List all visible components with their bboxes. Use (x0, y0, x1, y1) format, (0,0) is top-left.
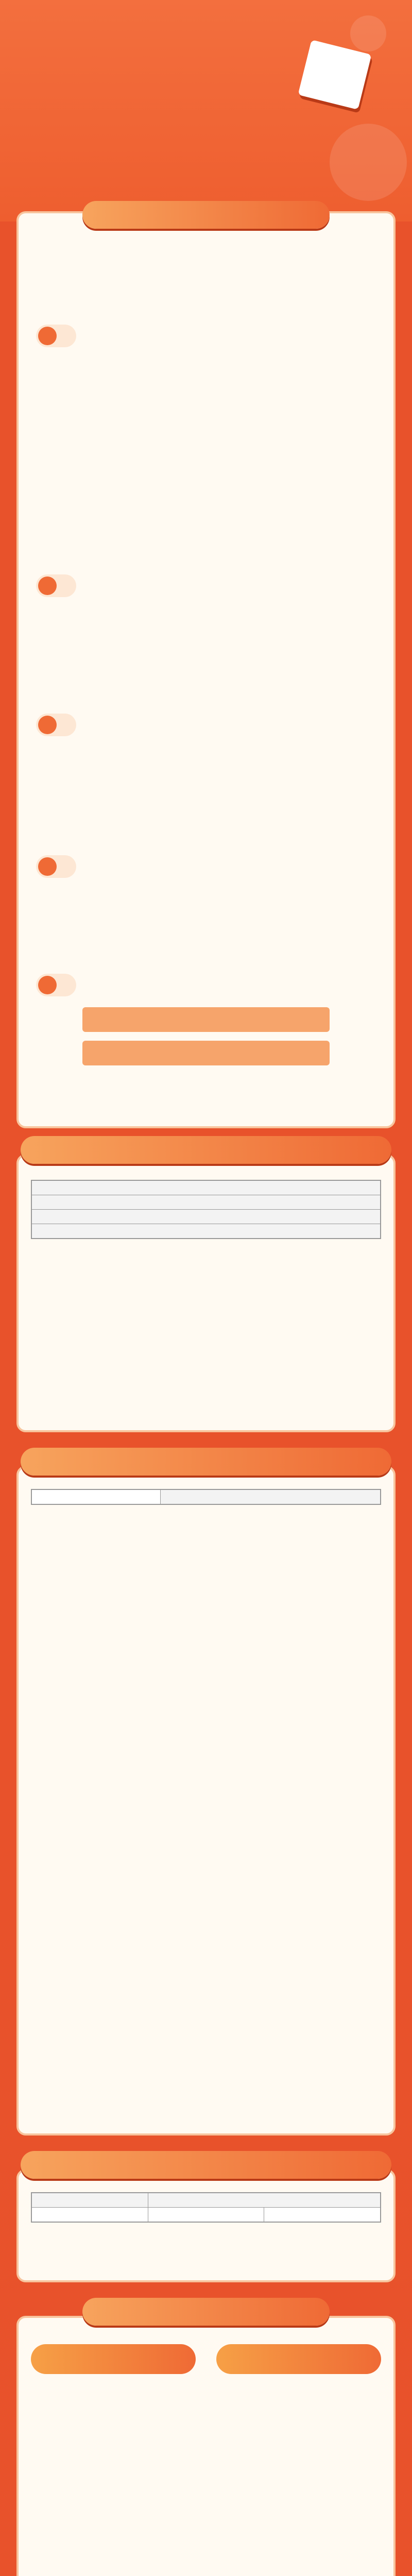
hero-banner (0, 0, 412, 222)
section-heading-2 (21, 1136, 391, 1164)
review-panel (16, 2169, 396, 2282)
subheading-active-disclosure (36, 325, 76, 347)
active-disclosure-tables (31, 1180, 381, 1239)
section-heading-3 (21, 1448, 391, 1476)
section-heading-4 (21, 2151, 391, 2179)
review-table (31, 2192, 381, 2223)
problem-card-coverage (216, 2344, 381, 2389)
report-stamp (298, 40, 371, 110)
supervision-banner-1 (82, 1007, 330, 1032)
apply-table-panel (16, 1466, 396, 2136)
subheading-management (36, 714, 76, 736)
section-heading-1 (82, 201, 330, 229)
apply-table (31, 1489, 381, 1505)
problem-card-depth (31, 2344, 196, 2389)
subheading-supervision (36, 974, 76, 996)
section-heading-5 (82, 2298, 330, 2326)
decor-circle (350, 15, 386, 52)
supervision-banner-2 (82, 1041, 330, 1065)
decor-circle (330, 124, 407, 201)
subheading-application (36, 574, 76, 597)
subheading-platform (36, 855, 76, 878)
